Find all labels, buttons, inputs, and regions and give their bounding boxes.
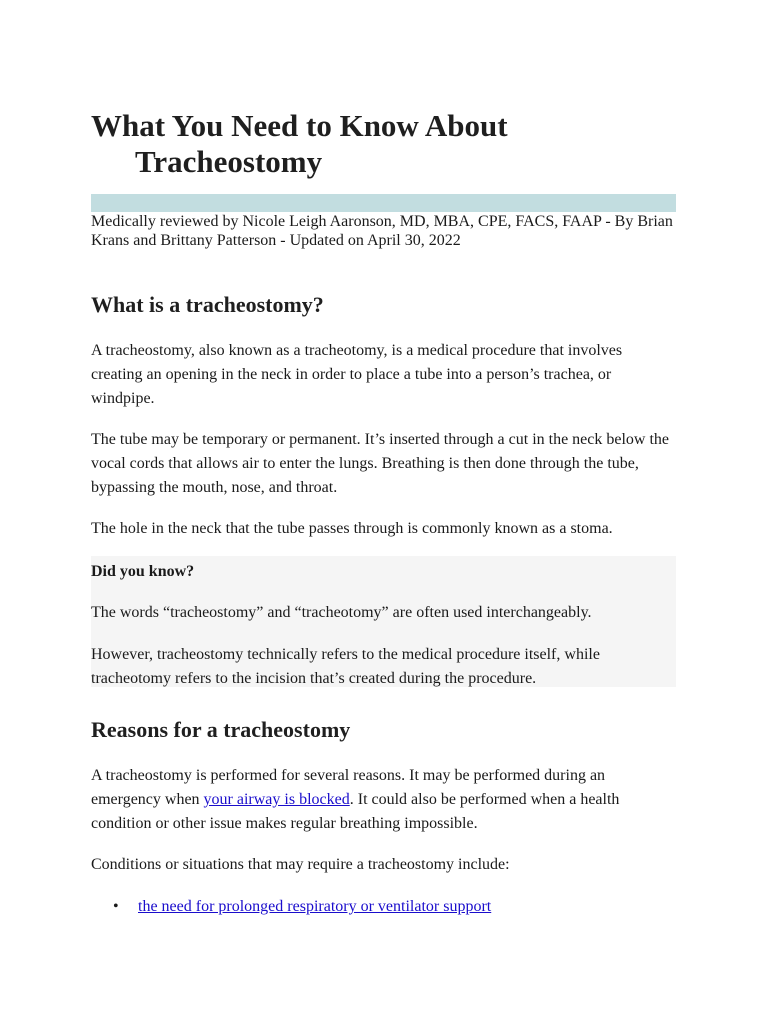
airway-blocked-link[interactable]: your airway is blocked (203, 791, 350, 808)
page-title (91, 108, 676, 180)
paragraph-text: . It could also be performed when a health condition or other issue makes regular breathing impossible. (91, 791, 620, 832)
byline: Medically reviewed by Nicole Leigh Aaronson, MD, MBA, CPE, FACS, FAAP - By Brian Krans and Brittany Patterson - Updated on April 30, 2022 (91, 213, 673, 249)
callout-paragraph: However, tracheostomy technically refers to the medical procedure itself, while tracheotomy refers to the incision that’s created during the procedure. (91, 646, 600, 687)
page-title-line-1: What You Need to Know About (91, 108, 508, 143)
section-heading-reasons: Reasons for a tracheostomy (91, 717, 351, 742)
ventilator-support-link[interactable]: the need for prolonged respiratory or ventilator support (138, 898, 492, 915)
section-heading-what-is: What is a tracheostomy? (91, 292, 324, 317)
paragraph-text: A tracheostomy is performed for several reasons. It may be performed during an emergency when (91, 767, 606, 808)
bullet-icon: • (113, 898, 119, 915)
page-title-line-2: Tracheostomy (135, 144, 323, 179)
paragraph: The tube may be temporary or permanent. It’s inserted through a cut in the neck below the vocal cords that allows air to enter the lungs. Breathing is then done through the tube, bypassing the mouth, nose, and throat. (91, 431, 670, 496)
title-divider-bar (91, 194, 676, 212)
did-you-know-callout (91, 556, 676, 687)
paragraph: A tracheostomy, also known as a tracheotomy, is a medical procedure that involves creating an opening in the neck in order to place a tube into a person’s trachea, or windpipe. (91, 342, 623, 407)
paragraph (91, 764, 676, 836)
callout-paragraph: The words “tracheostomy” and “tracheotomy” are often used interchangeably. (91, 604, 592, 621)
paragraph: Conditions or situations that may require a tracheostomy include: (91, 856, 510, 873)
callout-heading: Did you know? (91, 563, 195, 580)
paragraph: The hole in the neck that the tube passes through is commonly known as a stoma. (91, 520, 613, 537)
